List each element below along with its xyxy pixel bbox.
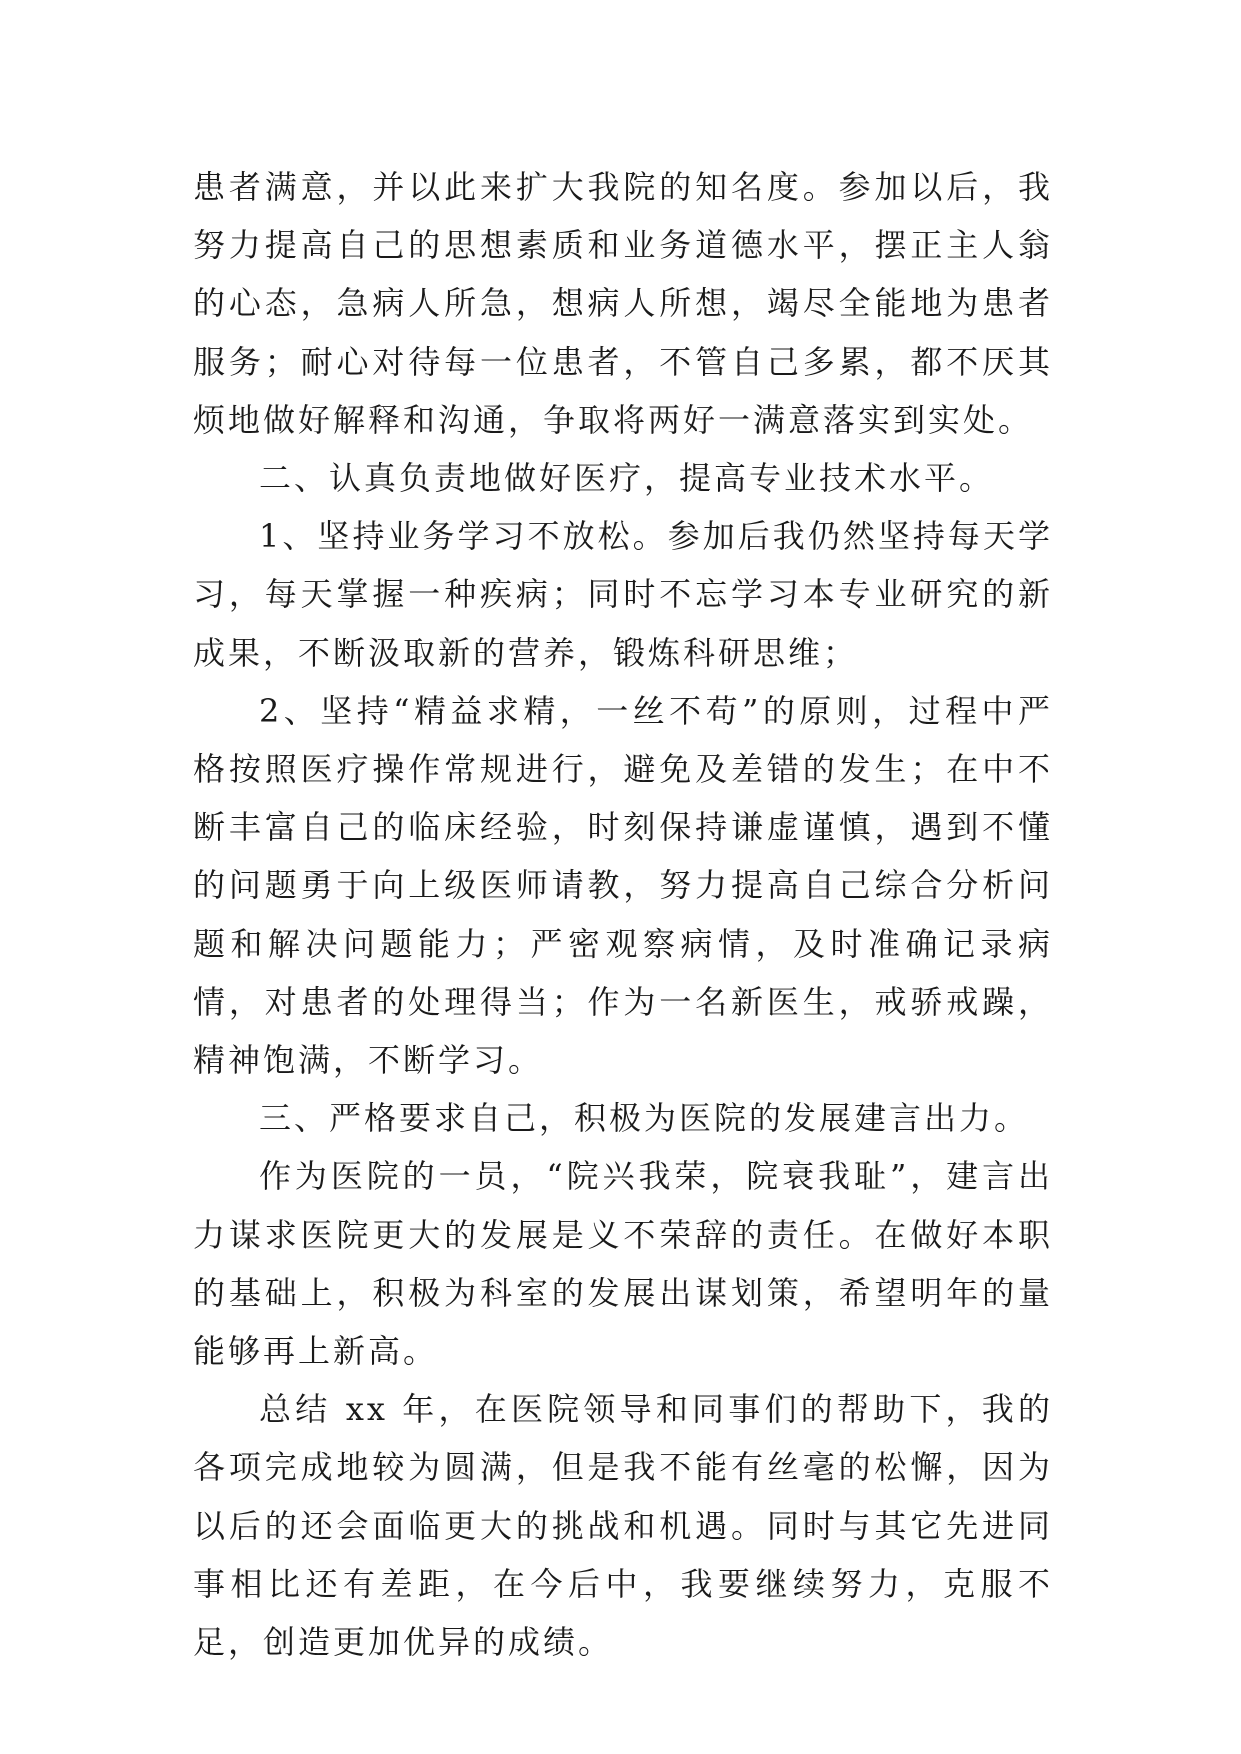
section-heading-two: 二、认真负责地做好医疗，提高专业技术水平。 xyxy=(259,459,995,498)
paragraph-continuation: 患者满意，并以此来扩大我院的知名度。参加以后，我努力提高自己的思想素质和业务道德水平，摆正主人翁的心态，急病人所急，想病人所想，竭尽全能地为患者服务；耐心对待每一位患者，不管自己多累，都不厌其烦地做好解释和沟通，争取将两好一满意落实到实处。 xyxy=(193,168,1053,439)
document-body xyxy=(193,158,1053,1671)
paragraph-item-two: 2、坚持“精益求精，一丝不苟”的原则，过程中严格按照医疗操作常规进行，避免及差错的发生；在中不断丰富自己的临床经验，时刻保持谦虚谨慎，遇到不懂的问题勇于向上级医师请教，努力提高自己综合分析问题和解决问题能力；严密观察病情，及时准确记录病情，对患者的处理得当；作为一名新医生，戒骄戒躁，精神饱满，不断学习。 xyxy=(193,691,1053,1080)
paragraph-summary: 总结 xx 年，在医院领导和同事们的帮助下，我的各项完成地较为圆满，但是我不能有丝毫的松懈，因为以后的还会面临更大的挑战和机遇。同时与其它先进同事相比还有差距，在今后中，我要继续努力，克服不足，创造更加优异的成绩。 xyxy=(193,1390,1053,1662)
paragraph-hospital-member: 作为医院的一员，“院兴我荣，院衰我耻”，建言出力谋求医院更大的发展是义不荣辞的责任。在做好本职的基础上，积极为科室的发展出谋划策，希望明年的量能够再上新高。 xyxy=(193,1157,1053,1371)
section-heading-three: 三、严格要求自己，积极为医院的发展建言出力。 xyxy=(259,1099,1030,1138)
paragraph-item-one: 1、坚持业务学习不放松。参加后我仍然坚持每天学习，每天掌握一种疾病；同时不忘学习本专业研究的新成果，不断汲取新的营养，锻炼科研思维； xyxy=(193,517,1053,672)
